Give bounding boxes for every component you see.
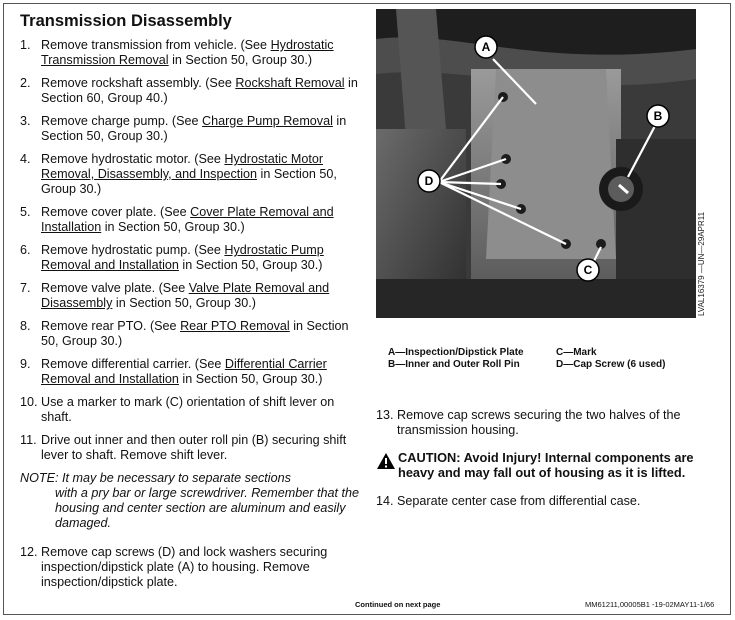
- step-number: 14.: [376, 494, 394, 508]
- step-number: 5.: [20, 205, 31, 219]
- reference-link[interactable]: Rear PTO Removal: [180, 319, 290, 333]
- reference-link[interactable]: Valve Plate Removal and Disassembly: [41, 281, 330, 310]
- step-text: in Section 50, Group 30.): [41, 167, 337, 196]
- step-text: Remove hydrostatic pump. (See: [41, 243, 225, 257]
- step-item: [20, 433, 365, 463]
- reference-link[interactable]: Hydrostatic Transmission Removal: [41, 38, 334, 67]
- steps-list: [20, 38, 365, 463]
- step-number: 8.: [20, 319, 31, 333]
- step-item: [20, 114, 365, 144]
- step-13: [376, 408, 716, 438]
- step-number: 1.: [20, 38, 31, 52]
- step-number: 11.: [20, 433, 37, 447]
- step-number: 13.: [376, 408, 394, 422]
- reference-link[interactable]: Hydrostatic Motor Removal, Disassembly, and Inspection: [41, 152, 324, 181]
- caution-box: [376, 450, 716, 480]
- step-number: 12.: [20, 545, 38, 559]
- step-text: Remove valve plate. (See: [41, 281, 189, 295]
- reference-link[interactable]: Hydrostatic Pump Removal and Installation: [41, 243, 324, 272]
- step-text: in Section 60, Group 40.): [41, 76, 358, 105]
- step-text: in Section 50, Group 30.): [112, 296, 256, 310]
- step-number: 4.: [20, 152, 31, 166]
- step-text: Remove cap screws (D) and lock washers securing inspection/dipstick plate (A) to housing. Remove inspection/dipstick plate.: [41, 545, 328, 589]
- step-item: [20, 152, 365, 197]
- legend-a: A—Inspection/Dipstick Plate: [388, 347, 524, 358]
- step-text: in Section 50, Group 30.): [41, 319, 349, 348]
- document-code: MM61211,00005B1 -19-02MAY11-1/66: [585, 600, 715, 609]
- reference-link[interactable]: Charge Pump Removal: [202, 114, 333, 128]
- step-text: in Section 50, Group 30.): [178, 258, 323, 272]
- step-number: 9.: [20, 357, 31, 371]
- callout-d-label: D: [424, 174, 434, 188]
- step-text: Remove hydrostatic motor. (See: [41, 152, 225, 166]
- step-text: in Section 50, Group 30.): [41, 114, 347, 143]
- photo-id-label: LVAL16379 —UN—29APR11: [697, 211, 706, 316]
- step-number: 7.: [20, 281, 31, 295]
- step-text: Remove transmission from vehicle. (See: [41, 38, 271, 52]
- step-number: 3.: [20, 114, 31, 128]
- step-text: Remove rear PTO. (See: [41, 319, 181, 333]
- step-text: in Section 50, Group 30.): [168, 53, 313, 67]
- note: [20, 471, 365, 531]
- reference-link[interactable]: Rockshaft Removal: [235, 76, 345, 90]
- step-item: [20, 357, 365, 387]
- page-title: Transmission Disassembly: [20, 12, 232, 30]
- callout-a-label: A: [481, 40, 491, 54]
- step-item: [20, 281, 365, 311]
- step-item: [20, 319, 365, 349]
- callout-b-label: B: [653, 109, 663, 123]
- legend-b: B—Inner and Outer Roll Pin: [388, 359, 520, 370]
- note-first-line: NOTE: It may be necessary to separate sections: [20, 471, 291, 485]
- note-body: with a pry bar or large screwdriver. Remember that the housing and center section are aluminum and easily damaged.: [55, 486, 359, 530]
- step-number: 10.: [20, 395, 38, 409]
- step-number: 2.: [20, 76, 31, 90]
- step-12: [20, 545, 365, 590]
- step-14: [376, 494, 716, 509]
- step-text: Separate center case from differential case.: [397, 494, 641, 508]
- caution-text: CAUTION: Avoid Injury! Internal components are heavy and may fall out of housing as it is lifted.: [398, 450, 694, 480]
- step-text: Remove charge pump. (See: [41, 114, 203, 128]
- step-text: in Section 50, Group 30.): [178, 372, 323, 386]
- step-item: [20, 76, 365, 106]
- step-text: Drive out inner and then outer roll pin (B) securing shift lever to shaft. Remove shift lever.: [41, 433, 347, 462]
- step-text: Remove cover plate. (See: [41, 205, 191, 219]
- left-column: [20, 38, 365, 598]
- warning-triangle-icon: [376, 452, 398, 480]
- photo-illustration: [376, 9, 696, 318]
- step-text: in Section 50, Group 30.): [101, 220, 245, 234]
- step-text: Use a marker to mark (C) orientation of shift lever on shaft.: [41, 395, 335, 424]
- step-item: [20, 205, 365, 235]
- step-item: [20, 243, 365, 273]
- right-column: [376, 408, 716, 517]
- legend-c: C—Mark: [556, 347, 597, 358]
- step-item: [20, 38, 365, 68]
- reference-link[interactable]: Cover Plate Removal and Installation: [41, 205, 334, 234]
- step-item: [20, 395, 365, 425]
- figure-legend: [388, 347, 665, 371]
- continued-note: Continued on next page: [355, 600, 441, 609]
- reference-link[interactable]: Differential Carrier Removal and Installation: [41, 357, 327, 386]
- step-number: 6.: [20, 243, 31, 257]
- legend-d: D—Cap Screw (6 used): [556, 359, 666, 370]
- step-text: Remove differential carrier. (See: [41, 357, 225, 371]
- step-text: Remove rockshaft assembly. (See: [41, 76, 236, 90]
- transmission-photo: [376, 9, 696, 318]
- step-text: Remove cap screws securing the two halves of the transmission housing.: [397, 408, 681, 437]
- callout-c-label: C: [583, 263, 593, 277]
